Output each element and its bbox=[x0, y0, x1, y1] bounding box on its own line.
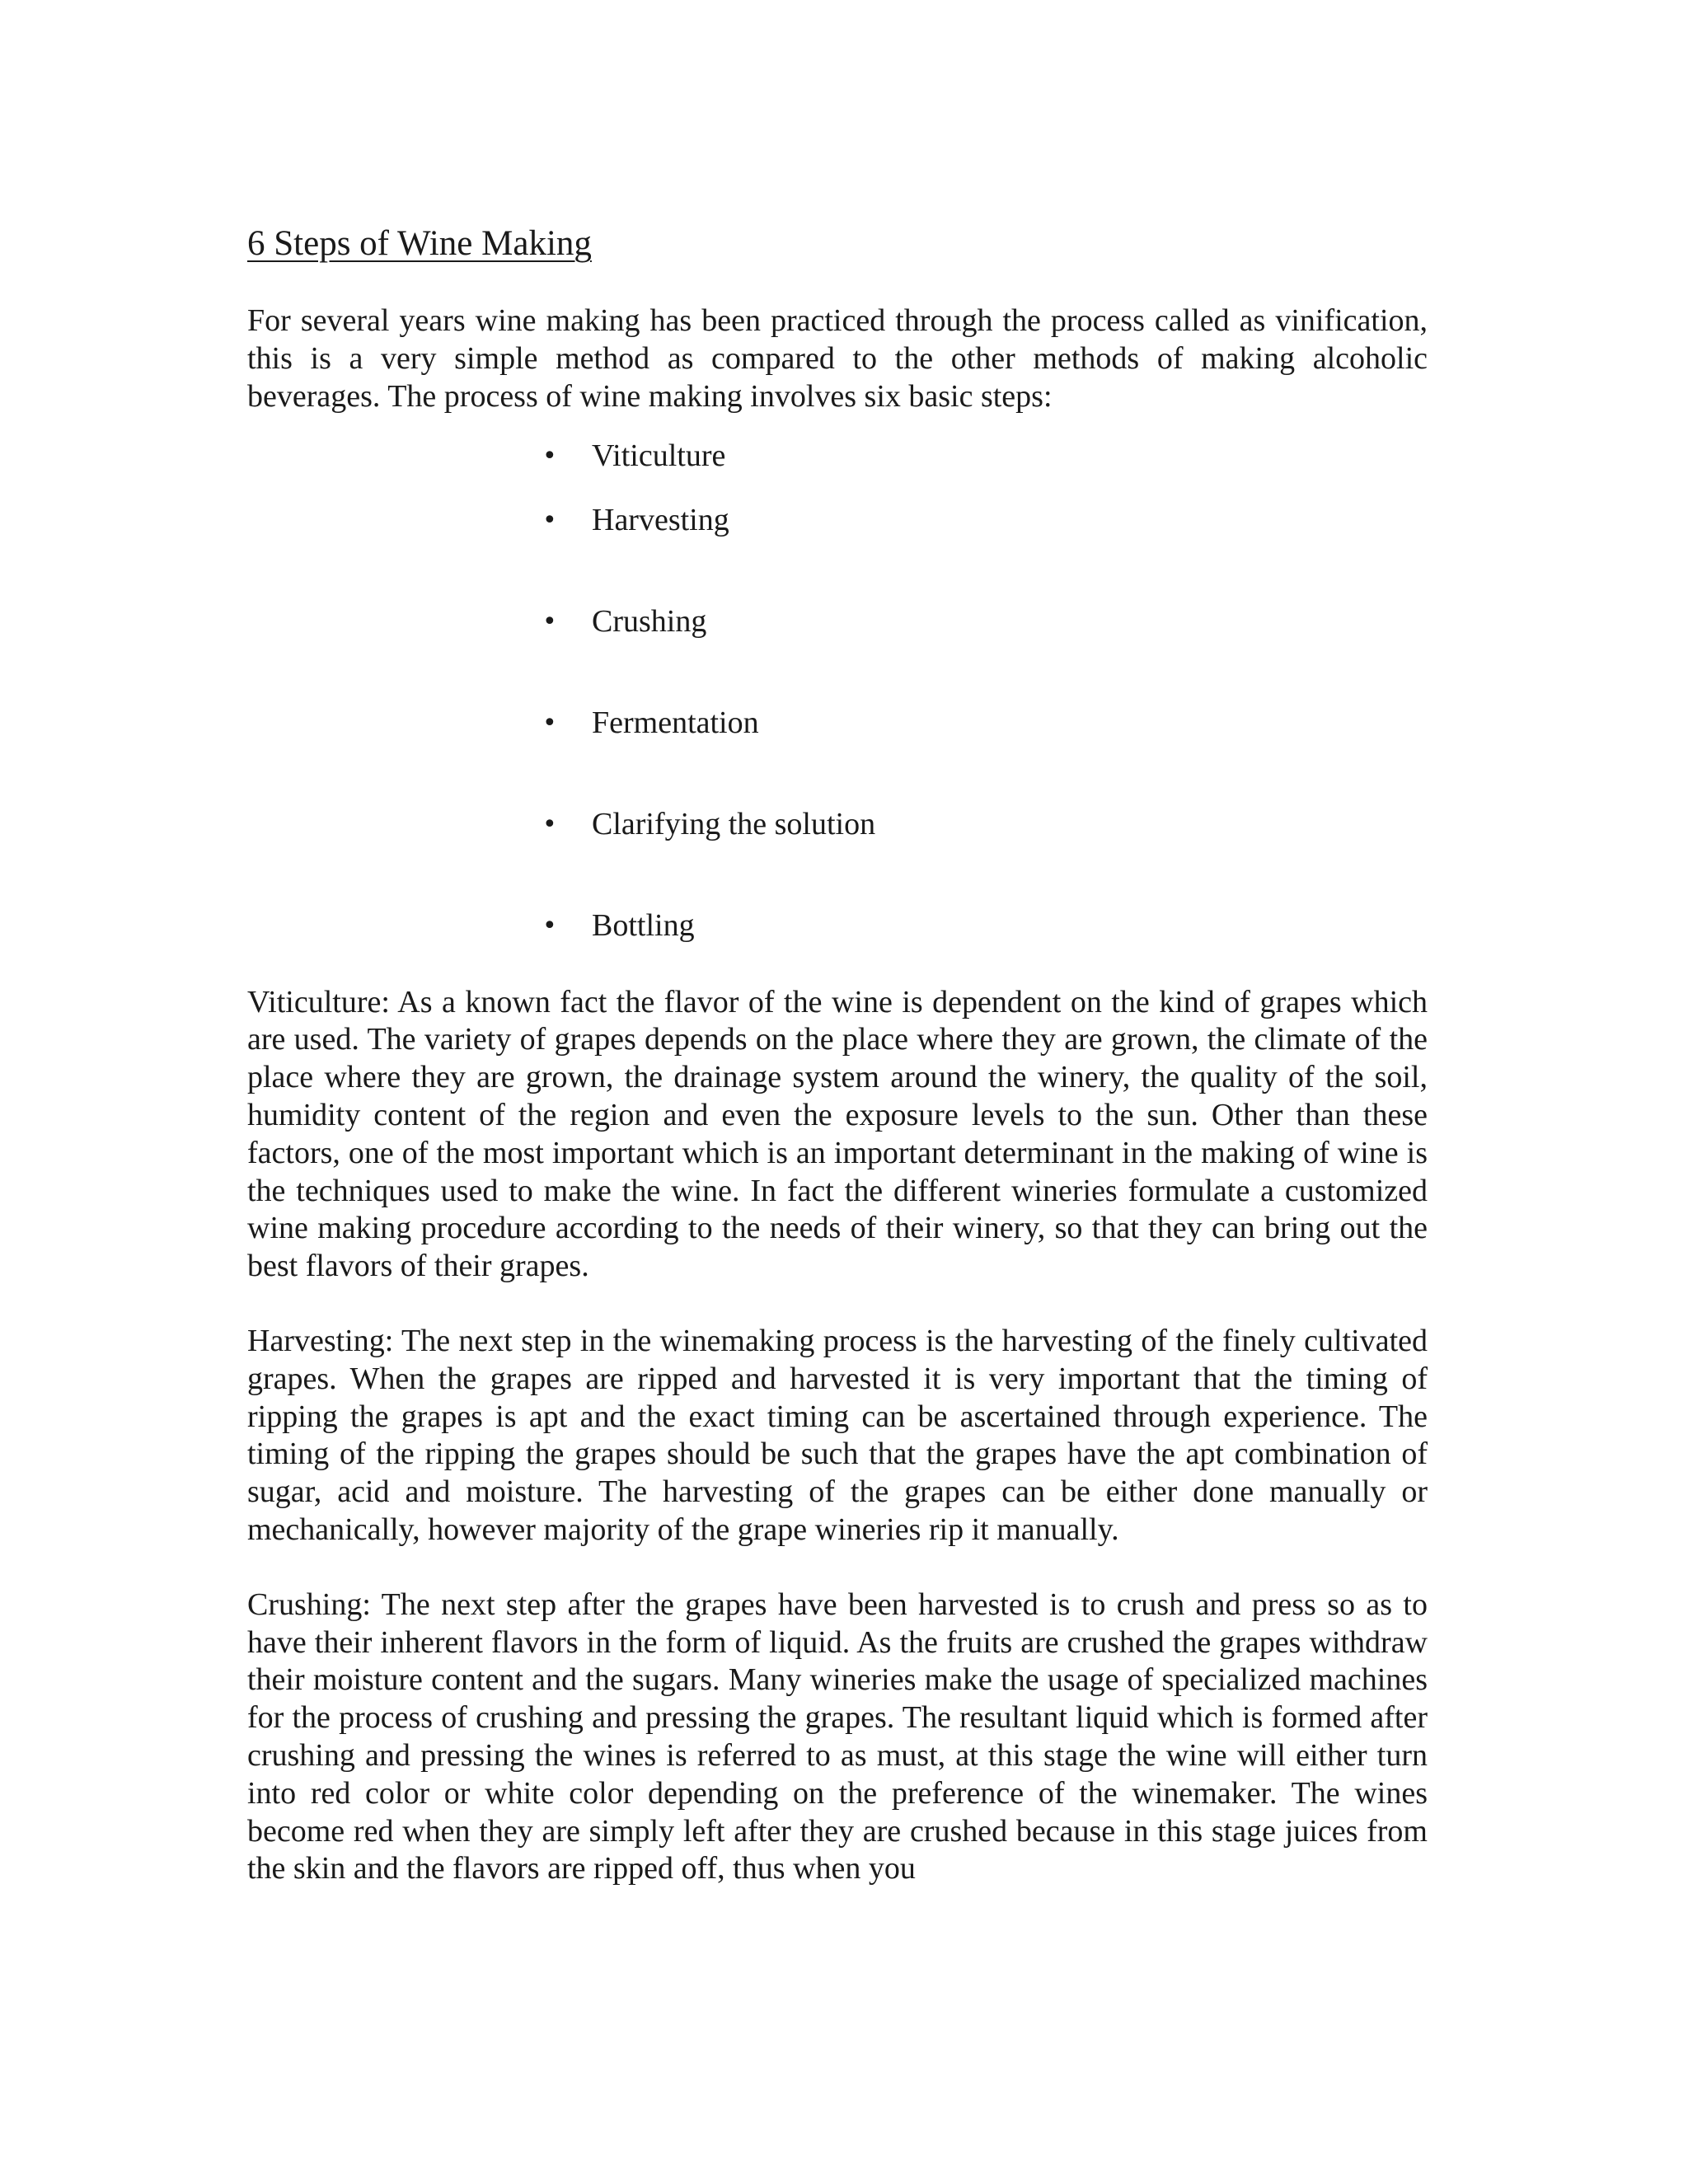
steps-list bbox=[247, 438, 1428, 944]
step-label: Bottling bbox=[592, 907, 695, 943]
list-item bbox=[542, 438, 1428, 475]
bullet-icon: • bbox=[542, 441, 557, 471]
list-item bbox=[542, 502, 1428, 539]
bullet-icon: • bbox=[542, 505, 557, 535]
step-label: Clarifying the solution bbox=[592, 806, 876, 841]
harvesting-paragraph: Harvesting: The next step in the winemaking process is the harvesting of the finely cultivated grapes. When the grapes are ripped and harvested it is very important that the timing of ripping the grapes is apt and the exact timing can be ascertained through experience. The timing of the ripping the grapes should be such that the grapes have the apt combination of sugar, acid and moisture. The harvesting of the grapes can be either done manually or mechanically, however majority of the grape wineries rip it manually. bbox=[247, 1324, 1428, 1548]
bullet-icon: • bbox=[542, 809, 557, 839]
list-item bbox=[542, 705, 1428, 742]
list-item bbox=[542, 603, 1428, 640]
crushing-paragraph: Crushing: The next step after the grapes have been harvested is to crush and press so as to have their inherent flavors in the form of liquid. As the fruits are crushed the grapes withdraw their moisture content and the sugars. Many wineries make the usage of specialized machines for the process of crushing and pressing the grapes. The resultant liquid which is formed after crushing and pressing the wines is referred to as must, at this stage the wine will either turn into red color or white color depending on the preference of the winemaker. The wines become red when they are simply left after they are crushed because in this stage juices from the skin and the flavors are ripped off, thus when you bbox=[247, 1586, 1428, 1886]
viticulture-paragraph: Viticulture: As a known fact the flavor of the wine is dependent on the kind of grapes which are used. The variety of grapes depends on the place where they are grown, the climate of the place where they are grown, the drainage system around the winery, the quality of the soil, humidity content of the region and even the exposure levels to the sun. Other than these factors, one of the most important which is an important determinant in the making of wine is the techniques used to make the wine. In fact the different wineries formulate a customized wine making procedure according to the needs of their winery, so that they can bring out the best flavors of their grapes. bbox=[247, 984, 1428, 1284]
step-label: Crushing bbox=[592, 603, 707, 639]
page-title: 6 Steps of Wine Making bbox=[247, 224, 592, 263]
document-body bbox=[247, 224, 1428, 1888]
list-item bbox=[542, 907, 1428, 944]
list-item bbox=[542, 806, 1428, 843]
step-label: Harvesting bbox=[592, 502, 729, 537]
bullet-icon: • bbox=[542, 607, 557, 636]
bullet-icon: • bbox=[542, 708, 557, 738]
intro-paragraph: For several years wine making has been practiced through the process called as vinification, this is a very simple method as compared to the other methods of making alcoholic beverages. The process of wine making involves six basic steps: bbox=[247, 303, 1428, 414]
step-label: Fermentation bbox=[592, 705, 759, 740]
step-label: Viticulture bbox=[592, 438, 726, 473]
bullet-icon: • bbox=[542, 911, 557, 940]
